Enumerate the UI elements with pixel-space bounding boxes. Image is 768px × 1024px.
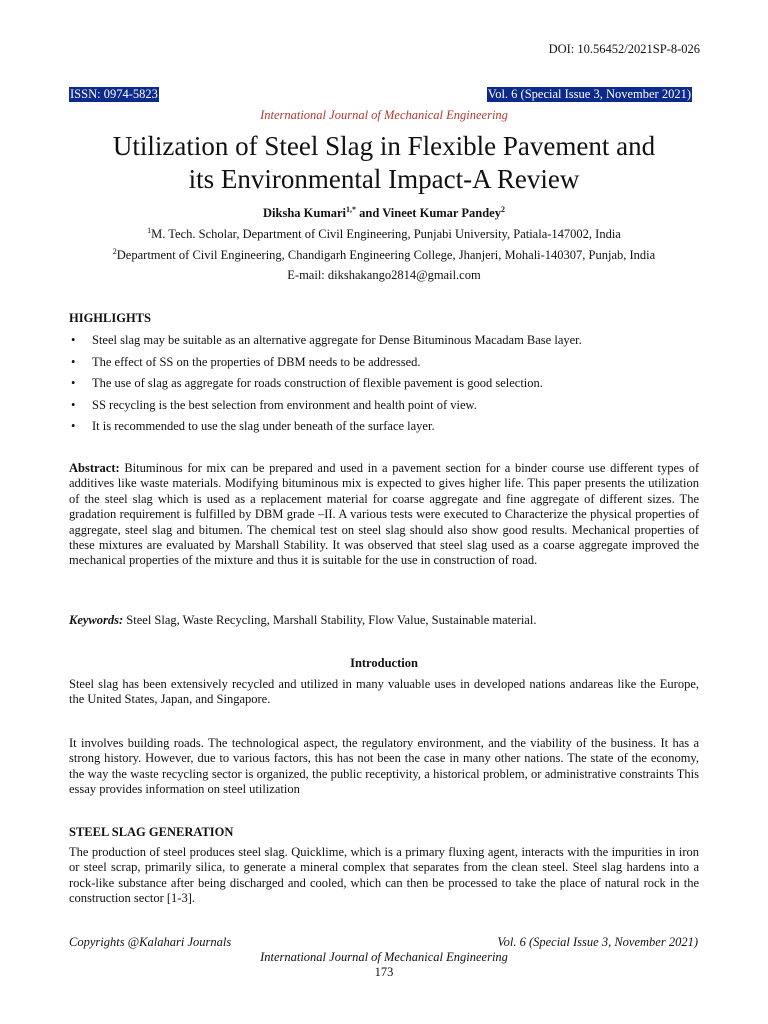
doi: DOI: 10.56452/2021SP-8-026 <box>548 42 700 56</box>
affiliation-1 <box>0 226 768 242</box>
affiliation-2 <box>0 247 768 263</box>
steel-slag-generation-paragraph: The production of steel produces steel slag. Quicklime, which is a primary fluxing agent, interacts with the impurities in iron or steel scrap, primarily silica, to generate a mineral complex that separates from the clean steel. Steel slag hardens into a rock-like substance after being discharged and cooled, which can then be processed to take the place of natural rock in the construction sector [1-3]. <box>69 845 699 906</box>
list-item <box>69 397 709 419</box>
steel-slag-generation-heading: STEEL SLAG GENERATION <box>69 825 234 839</box>
bullet-icon: • <box>71 397 76 412</box>
affiliation-2-sup: 2 <box>112 247 117 256</box>
journal-name: International Journal of Mechanical Engineering <box>260 108 508 122</box>
highlight-text: It is recommended to use the slag under beneath of the surface layer. <box>92 419 435 433</box>
author-1-sup: 1,* <box>346 205 357 214</box>
author-2: and Vineet Kumar Pandey <box>356 206 501 221</box>
page-number: 173 <box>374 965 394 979</box>
highlights-list <box>69 332 709 440</box>
list-item <box>69 418 709 440</box>
authors <box>0 205 768 221</box>
highlight-text: Steel slag may be suitable as an alternative aggregate for Dense Bituminous Macadam Base layer. <box>92 333 582 347</box>
author-1: Diksha Kumari <box>263 206 347 221</box>
author-2-sup: 2 <box>500 205 505 214</box>
affiliation-1-sup: 1 <box>147 226 152 235</box>
highlight-text: The effect of SS on the properties of DBM needs to be addressed. <box>92 354 421 369</box>
paper-title <box>40 130 728 196</box>
highlights-heading: HIGHLIGHTS <box>69 311 151 325</box>
affiliation-1-text: M. Tech. Scholar, Department of Civil Engineering, Punjabi University, Patiala-147002, India <box>151 227 621 242</box>
list-item <box>69 332 709 354</box>
bullet-icon: • <box>71 419 76 433</box>
highlight-text: SS recycling is the best selection from environment and health point of view. <box>92 397 477 412</box>
footer-copyright: Copyrights @Kalahari Journals <box>69 935 232 949</box>
volume-issue: Vol. 6 (Special Issue 3, November 2021) <box>487 87 691 101</box>
affiliation-2-text: Department of Civil Engineering, Chandigarh Engineering College, Jhanjeri, Mohali-140307, Punjab, India <box>116 248 656 263</box>
abstract <box>69 461 699 569</box>
list-item <box>69 375 709 397</box>
issn-volume-bar <box>69 87 692 103</box>
keywords <box>69 613 699 628</box>
keywords-label: Keywords: <box>69 613 124 627</box>
introduction-paragraph-1: Steel slag has been extensively recycled and utilized in many valuable uses in developed nations andareas like the Europe, the United States, Japan, and Singapore. <box>69 677 699 707</box>
abstract-text: Bituminous for mix can be prepared and used in a pavement section for a binder course use different types of additives like waste materials. Modifying bituminous mix is expected to gives higher life. This paper presents the utilization of the steel slag which is used as a replacement material for coarse aggregate and fine aggregate of different sizes. The gradation requirement is fulfilled by DBM grade –II. A various tests were executed to Characterize the physical properties of aggregate, steel slag and bitumen. The chemical test on steel slag should also show good results. Mechanical properties of these mixtures are evaluated by Marshall Stability. It was observed that steel slag used as a coarse aggregate improved the mechanical properties of the mixture and thus it is suitable for the use in construction of road. <box>69 461 699 568</box>
issn: ISSN: 0974-5823 <box>70 87 158 101</box>
abstract-label: Abstract: <box>69 461 120 475</box>
title-line-1: Utilization of Steel Slag in Flexible Pavement and <box>112 131 656 161</box>
bullet-icon: • <box>71 333 76 347</box>
introduction-heading: Introduction <box>350 656 418 670</box>
footer-journal: International Journal of Mechanical Engineering <box>260 950 508 964</box>
keywords-text: Steel Slag, Waste Recycling, Marshall Stability, Flow Value, Sustainable material. <box>123 613 537 627</box>
footer-volume: Vol. 6 (Special Issue 3, November 2021) <box>497 935 698 949</box>
title-line-2: its Environmental Impact-A Review <box>188 164 580 194</box>
email[interactable]: E-mail: dikshakango2814@gmail.com <box>287 268 481 282</box>
list-item <box>69 354 709 376</box>
introduction-paragraph-2: It involves building roads. The technological aspect, the regulatory environment, and the viability of the business. It has a strong history. However, due to various factors, this has not been the case in many other nations. The state of the economy, the way the waste recycling sector is organized, the public receptivity, a historical problem, or administrative constraints This essay provides information on steel utilization <box>69 736 699 797</box>
highlight-text: The use of slag as aggregate for roads construction of flexible pavement is good selection. <box>92 376 543 390</box>
bullet-icon: • <box>71 376 76 390</box>
bullet-icon: • <box>71 354 76 369</box>
